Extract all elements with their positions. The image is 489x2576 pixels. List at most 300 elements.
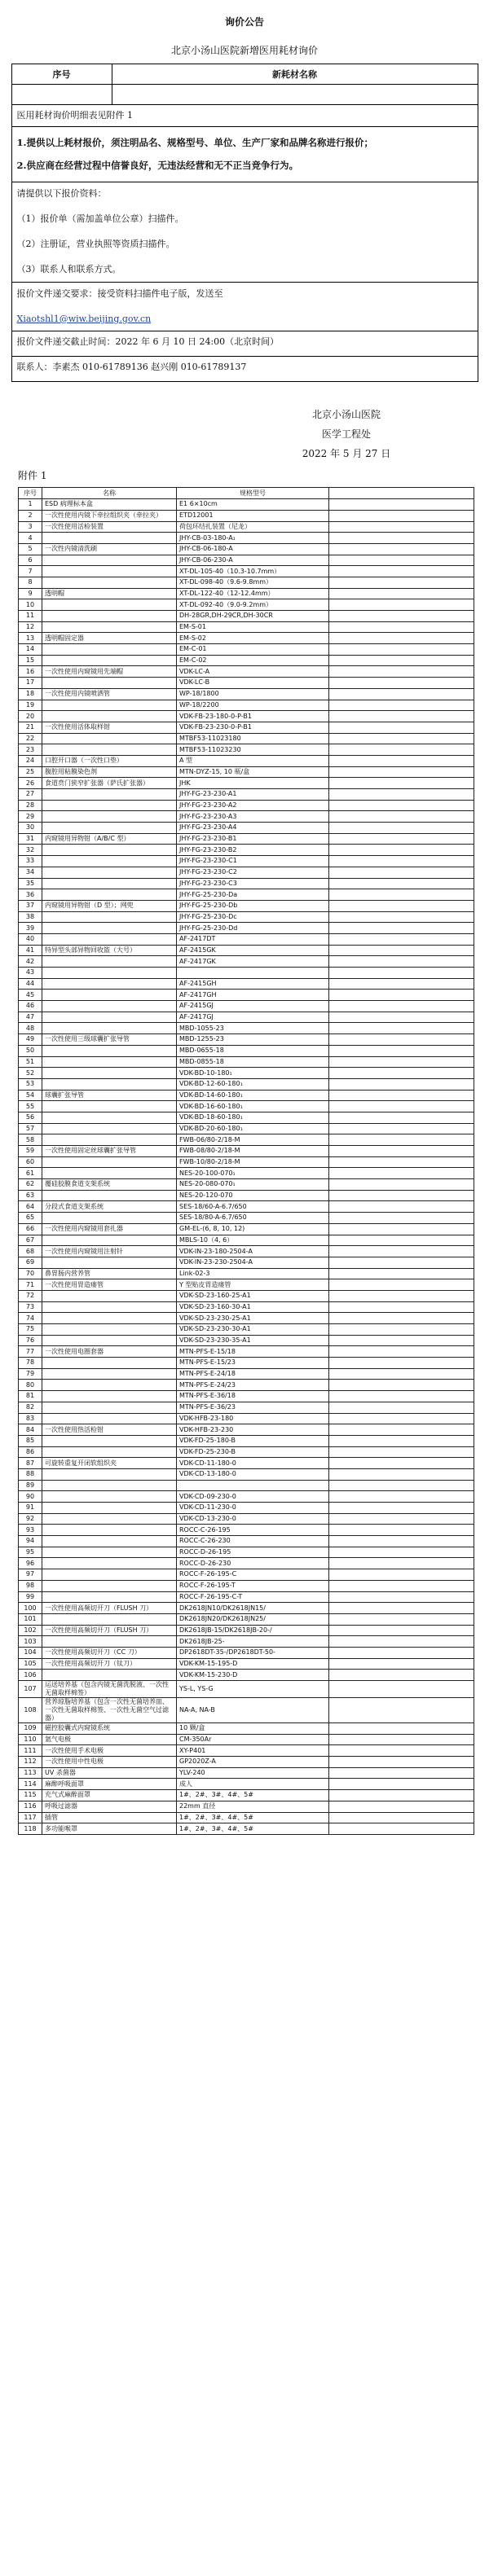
table-row xyxy=(19,1068,474,1079)
table-row xyxy=(19,1335,474,1346)
item-name xyxy=(42,1513,177,1525)
row-number: 80 xyxy=(19,1380,42,1391)
table-row xyxy=(19,1647,474,1658)
item-spec: GP2020Z-A xyxy=(177,1757,329,1768)
item-name xyxy=(42,1134,177,1146)
table-row xyxy=(19,611,474,622)
row-number: 29 xyxy=(19,811,42,823)
notice-form xyxy=(11,64,478,382)
table-row xyxy=(19,1424,474,1436)
submit-method: 报价文件递交要求：接受资料扫描件电子版，发送至 xyxy=(16,287,223,299)
table-row xyxy=(19,1123,474,1134)
row-number: 93 xyxy=(19,1525,42,1536)
table-row xyxy=(19,722,474,733)
table-row xyxy=(19,711,474,722)
item-name: 分段式食道支架系统 xyxy=(42,1201,177,1213)
empty-cell xyxy=(329,1647,474,1658)
table-row xyxy=(19,1558,474,1569)
item-name: 一次性使用胃造瘘管 xyxy=(42,1279,177,1291)
item-spec: FWB-10/80-2/18-M xyxy=(177,1156,329,1168)
table-row xyxy=(19,1146,474,1157)
row-number: 56 xyxy=(19,1112,42,1123)
empty-cell xyxy=(329,990,474,1001)
empty-cell xyxy=(329,577,474,588)
table-row xyxy=(19,1090,474,1101)
item-name: 透明帽固定器 xyxy=(42,633,177,644)
requirement-2: 2.供应商在经营过程中信誉良好，无违法经营和无不正当竞争行为。 xyxy=(16,159,299,171)
empty-cell xyxy=(329,778,474,789)
item-name xyxy=(42,856,177,867)
table-row xyxy=(19,856,474,867)
table-row xyxy=(19,1569,474,1581)
row-number: 64 xyxy=(19,1201,42,1213)
row-number: 86 xyxy=(19,1446,42,1458)
item-spec: A 型 xyxy=(177,755,329,766)
item-name: 一次性使用中性电极 xyxy=(42,1757,177,1768)
item-name: 一次性使用活检装置 xyxy=(42,521,177,533)
empty-cell xyxy=(329,1670,474,1681)
empty-cell xyxy=(329,644,474,656)
table-row xyxy=(19,1468,474,1480)
table-row xyxy=(19,499,474,511)
item-spec: XT-DL-098-40（9.6-9.8mm） xyxy=(177,577,329,588)
empty-cell xyxy=(329,499,474,511)
empty-cell xyxy=(329,510,474,521)
item-name xyxy=(42,1324,177,1336)
empty-cell xyxy=(329,1290,474,1301)
table-row xyxy=(19,789,474,801)
item-name xyxy=(42,1613,177,1625)
empty-cell xyxy=(329,1201,474,1213)
empty-cell xyxy=(329,722,474,733)
table-row xyxy=(19,599,474,611)
table-row xyxy=(19,990,474,1001)
item-name xyxy=(42,700,177,711)
row-number: 12 xyxy=(19,621,42,633)
item-name xyxy=(42,533,177,544)
empty-cell xyxy=(329,1603,474,1614)
attachment-note: 医用耗材询价明细表见附件 1 xyxy=(11,105,478,127)
item-name xyxy=(42,1380,177,1391)
item-spec: VDK-SD-23-160-25-A1 xyxy=(177,1290,329,1301)
item-spec: AF-2417GH xyxy=(177,990,329,1001)
item-spec: 成人 xyxy=(177,1779,329,1790)
empty-cell xyxy=(329,1246,474,1257)
item-name xyxy=(42,990,177,1001)
row-number: 102 xyxy=(19,1625,42,1636)
row-number: 30 xyxy=(19,823,42,834)
item-name xyxy=(42,1503,177,1514)
empty-cell xyxy=(329,533,474,544)
row-number: 110 xyxy=(19,1734,42,1745)
row-number: 17 xyxy=(19,678,42,689)
empty-cell xyxy=(329,655,474,666)
item-spec: NA-A, NA-B xyxy=(177,1698,329,1723)
item-name: 腹腔用粘膜染色剂 xyxy=(42,766,177,778)
table-row xyxy=(19,1580,474,1591)
item-spec: ETD12001 xyxy=(177,510,329,521)
empty-cell xyxy=(329,1034,474,1046)
empty-cell xyxy=(329,521,474,533)
row-number: 34 xyxy=(19,867,42,878)
item-spec: MBD-1055-23 xyxy=(177,1023,329,1034)
item-spec: MTN-PFS-E-15/18 xyxy=(177,1346,329,1358)
item-spec: MTN-PFS-E-36/18 xyxy=(177,1391,329,1402)
item-spec: JHY-FG-23-230-A3 xyxy=(177,811,329,823)
table-row xyxy=(19,1513,474,1525)
items-body xyxy=(19,499,474,1835)
item-spec: FWB-08/80-2/18-M xyxy=(177,1146,329,1157)
empty-cell xyxy=(329,1146,474,1157)
table-row xyxy=(19,1779,474,1790)
item-name: 一次性使用内窥镜用注射针 xyxy=(42,1246,177,1257)
empty-cell xyxy=(329,588,474,599)
item-spec: JHY-FG-25-230-Dd xyxy=(177,923,329,934)
empty-cell xyxy=(329,933,474,945)
item-name: 可旋转重复开闭软组织夹 xyxy=(42,1458,177,1469)
row-number: 71 xyxy=(19,1279,42,1291)
item-spec: JHY-FG-23-230-A1 xyxy=(177,789,329,801)
item-spec: WP-18/2200 xyxy=(177,700,329,711)
items-head-empty xyxy=(329,488,474,499)
table-row xyxy=(19,744,474,756)
item-spec: VDK-HFB-23-180 xyxy=(177,1413,329,1424)
table-row xyxy=(19,1235,474,1246)
item-spec: VDK-IN-23-230-2504-A xyxy=(177,1257,329,1268)
row-number: 117 xyxy=(19,1812,42,1823)
item-name xyxy=(42,1045,177,1056)
row-number: 23 xyxy=(19,744,42,756)
row-number: 82 xyxy=(19,1402,42,1413)
item-name xyxy=(42,577,177,588)
row-number: 27 xyxy=(19,789,42,801)
table-row xyxy=(19,1313,474,1324)
item-spec: XY-P401 xyxy=(177,1745,329,1757)
item-name xyxy=(42,1435,177,1446)
row-number: 91 xyxy=(19,1503,42,1514)
item-spec: 10 颗/盒 xyxy=(177,1723,329,1735)
row-number: 13 xyxy=(19,633,42,644)
empty-cell xyxy=(329,1313,474,1324)
row-number: 22 xyxy=(19,733,42,744)
item-name xyxy=(42,956,177,968)
empty-cell xyxy=(329,1168,474,1179)
empty-cell xyxy=(329,1001,474,1012)
table-row xyxy=(19,867,474,878)
table-row xyxy=(19,1591,474,1603)
items-head-spec: 规格型号 xyxy=(177,488,329,499)
empty-cell xyxy=(329,1301,474,1313)
item-name: UV 杀菌器 xyxy=(42,1767,177,1779)
empty-cell xyxy=(329,1745,474,1757)
item-spec: ROCC-D-26-230 xyxy=(177,1558,329,1569)
empty-cell xyxy=(329,1525,474,1536)
table-row xyxy=(19,968,474,979)
item-spec: DH-28GR,DH-29CR,DH-30CR xyxy=(177,611,329,622)
materials-intro: 请提供以下报价资料： xyxy=(16,188,107,200)
item-spec: VDK-FD-25-230-B xyxy=(177,1446,329,1458)
table-row xyxy=(19,766,474,778)
table-row xyxy=(19,1034,474,1046)
item-name xyxy=(42,566,177,577)
item-name xyxy=(42,1056,177,1068)
item-spec: SES-18/80-A-6.7/650 xyxy=(177,1213,329,1224)
form-empty-cell xyxy=(11,85,112,105)
item-name xyxy=(42,655,177,666)
table-row xyxy=(19,1112,474,1123)
item-spec: ROCC-C-26-195 xyxy=(177,1525,329,1536)
table-row xyxy=(19,678,474,689)
empty-cell xyxy=(329,1613,474,1625)
empty-cell xyxy=(329,878,474,889)
table-row xyxy=(19,1670,474,1681)
empty-cell xyxy=(329,1734,474,1745)
item-name xyxy=(42,1558,177,1569)
item-name xyxy=(42,1156,177,1168)
item-spec: VDK-SD-23-230-35-A1 xyxy=(177,1335,329,1346)
empty-cell xyxy=(329,599,474,611)
item-name xyxy=(42,1301,177,1313)
item-name: 一次性使用内窥镜用套扎器 xyxy=(42,1223,177,1235)
item-spec: JHK xyxy=(177,778,329,789)
table-row xyxy=(19,533,474,544)
empty-cell xyxy=(329,1023,474,1034)
item-name xyxy=(42,1078,177,1090)
item-spec: MBD-1255-23 xyxy=(177,1034,329,1046)
empty-cell xyxy=(329,911,474,923)
empty-cell xyxy=(329,1368,474,1380)
item-spec: ROCC-D-26-195 xyxy=(177,1547,329,1558)
item-name xyxy=(42,1402,177,1413)
table-row xyxy=(19,543,474,555)
item-spec: EM-C-02 xyxy=(177,655,329,666)
table-row xyxy=(19,588,474,599)
table-row xyxy=(19,1023,474,1034)
row-number: 70 xyxy=(19,1268,42,1279)
row-number: 88 xyxy=(19,1468,42,1480)
empty-cell xyxy=(329,1078,474,1090)
item-name xyxy=(42,889,177,901)
form-col-no: 序号 xyxy=(11,64,112,85)
table-row xyxy=(19,923,474,934)
item-name xyxy=(42,1491,177,1503)
empty-cell xyxy=(329,633,474,644)
item-name: 一次性内镜清洗刷 xyxy=(42,543,177,555)
empty-cell xyxy=(329,800,474,811)
table-row xyxy=(19,655,474,666)
empty-cell xyxy=(329,1223,474,1235)
empty-cell xyxy=(329,1179,474,1191)
item-spec: AF-2415GH xyxy=(177,978,329,990)
table-row xyxy=(19,1290,474,1301)
signature-org: 北京小汤山医院 xyxy=(311,409,381,421)
item-name xyxy=(42,811,177,823)
table-row xyxy=(19,566,474,577)
table-row xyxy=(19,1358,474,1369)
empty-cell xyxy=(329,1446,474,1458)
item-name xyxy=(42,555,177,566)
empty-cell xyxy=(329,755,474,766)
item-name xyxy=(42,1012,177,1023)
table-row xyxy=(19,1823,474,1835)
item-spec: AF-2417GK xyxy=(177,956,329,968)
item-spec: VDK-SD-23-230-30-A1 xyxy=(177,1324,329,1336)
row-number: 111 xyxy=(19,1745,42,1757)
table-row xyxy=(19,1603,474,1614)
item-name xyxy=(42,733,177,744)
table-row xyxy=(19,911,474,923)
row-number: 32 xyxy=(19,845,42,856)
item-name: 食道贲门狭窄扩张器（萨氏扩张器） xyxy=(42,778,177,789)
empty-cell xyxy=(329,867,474,878)
table-row xyxy=(19,1681,474,1698)
item-name: 一次性使用活体取样钳 xyxy=(42,722,177,733)
empty-cell xyxy=(329,543,474,555)
requirement-1: 1.提供以上耗材报价，须注明品名、规格型号、单位、生产厂家和品牌名称进行报价； xyxy=(16,137,374,148)
row-number: 47 xyxy=(19,1012,42,1023)
empty-cell xyxy=(329,900,474,911)
row-number: 33 xyxy=(19,856,42,867)
notice-title: 询价公告 xyxy=(224,16,264,28)
item-spec: DK2618JN10/DK2618JN15/ xyxy=(177,1603,329,1614)
row-number: 21 xyxy=(19,722,42,733)
item-name xyxy=(42,1368,177,1380)
row-number: 92 xyxy=(19,1513,42,1525)
empty-cell xyxy=(329,1056,474,1068)
empty-cell xyxy=(329,1346,474,1358)
row-number: 5 xyxy=(19,543,42,555)
row-number: 63 xyxy=(19,1190,42,1201)
notice-subtitle: 北京小汤山医院新增医用耗材询价 xyxy=(170,45,318,56)
table-row xyxy=(19,1734,474,1745)
email-link[interactable]: Xiaotshl1@wiw.beijing.gov.cn xyxy=(16,313,152,324)
row-number: 69 xyxy=(19,1257,42,1268)
empty-cell xyxy=(329,1358,474,1369)
table-row xyxy=(19,633,474,644)
row-number: 14 xyxy=(19,644,42,656)
item-name xyxy=(42,1313,177,1324)
item-name xyxy=(42,1591,177,1603)
table-row xyxy=(19,978,474,990)
item-spec: AF-2417DT xyxy=(177,933,329,945)
row-number: 7 xyxy=(19,566,42,577)
table-row xyxy=(19,1078,474,1090)
item-spec: VDK-KM-15-230-D xyxy=(177,1670,329,1681)
item-spec: ROCC-F-26-195-T xyxy=(177,1580,329,1591)
empty-cell xyxy=(329,678,474,689)
row-number: 85 xyxy=(19,1435,42,1446)
table-row xyxy=(19,1402,474,1413)
item-name: 内窥镜用异物钳（D 型）；网兜 xyxy=(42,900,177,911)
item-spec: VDK-BD-20-60-180₁ xyxy=(177,1123,329,1134)
item-spec: XT-DL-105-40（10.3-10.7mm） xyxy=(177,566,329,577)
empty-cell xyxy=(329,1190,474,1201)
empty-cell xyxy=(329,1068,474,1079)
item-name xyxy=(42,1636,177,1648)
item-name xyxy=(42,1446,177,1458)
table-row xyxy=(19,577,474,588)
item-spec: 荷包环结扎装置（尼龙） xyxy=(177,521,329,533)
item-name xyxy=(42,644,177,656)
table-row xyxy=(19,1503,474,1514)
item-spec: MTBF53-11023180 xyxy=(177,733,329,744)
row-number: 74 xyxy=(19,1313,42,1324)
item-name xyxy=(42,621,177,633)
table-row xyxy=(19,1458,474,1469)
items-head-no: 序号 xyxy=(19,488,42,499)
row-number: 79 xyxy=(19,1368,42,1380)
row-number: 42 xyxy=(19,956,42,968)
item-spec: NES-20-120-070 xyxy=(177,1190,329,1201)
row-number: 19 xyxy=(19,700,42,711)
items-table xyxy=(18,487,474,1834)
empty-cell xyxy=(329,811,474,823)
empty-cell xyxy=(329,1480,474,1491)
table-row xyxy=(19,1179,474,1191)
empty-cell xyxy=(329,688,474,700)
empty-cell xyxy=(329,923,474,934)
item-spec: VDK-CD-13-180-0 xyxy=(177,1468,329,1480)
contact: 联系人：李素杰 010-61789136 赵兴刚 010-61789137 xyxy=(11,357,478,382)
item-spec: MBD-0655-18 xyxy=(177,1045,329,1056)
table-row xyxy=(19,1156,474,1168)
items-head-name: 名称 xyxy=(42,488,177,499)
item-spec: MTN-PFS-E-24/18 xyxy=(177,1368,329,1380)
item-spec: DK2618JN20/DK2618JN25/ xyxy=(177,1613,329,1625)
item-name: 一次性使用内窥镜用先端帽 xyxy=(42,666,177,678)
item-name xyxy=(42,1358,177,1369)
table-row xyxy=(19,1012,474,1023)
row-number: 106 xyxy=(19,1670,42,1681)
row-number: 1 xyxy=(19,499,42,511)
table-row xyxy=(19,521,474,533)
empty-cell xyxy=(329,666,474,678)
item-name: 多功能喉罩 xyxy=(42,1823,177,1835)
empty-cell xyxy=(329,1156,474,1168)
row-number: 84 xyxy=(19,1424,42,1436)
item-name: 一次性使用高频切开刀（FLUSH 刀） xyxy=(42,1625,177,1636)
item-name xyxy=(42,744,177,756)
row-number: 76 xyxy=(19,1335,42,1346)
table-row xyxy=(19,1745,474,1757)
material-2: （2）注册证，营业执照等资质扫描件。 xyxy=(16,238,175,249)
item-spec: VDK-FB-23-180-0-P-B1 xyxy=(177,711,329,722)
table-row xyxy=(19,1636,474,1648)
item-name xyxy=(42,933,177,945)
item-spec: ROCC-F-26-195-C-T xyxy=(177,1591,329,1603)
item-spec xyxy=(177,968,329,979)
row-number: 95 xyxy=(19,1547,42,1558)
item-spec: VDK-FB-23-230-0-P-B1 xyxy=(177,722,329,733)
empty-cell xyxy=(329,1547,474,1558)
empty-cell xyxy=(329,1112,474,1123)
item-name xyxy=(42,1101,177,1112)
empty-cell xyxy=(329,1380,474,1391)
empty-cell xyxy=(329,1723,474,1735)
item-spec: JHY-CB-03-180-A₁ xyxy=(177,533,329,544)
item-name: 覆硅胶膜食道支架系统 xyxy=(42,1179,177,1191)
row-number: 20 xyxy=(19,711,42,722)
row-number: 57 xyxy=(19,1123,42,1134)
item-spec: ROCC-C-26-230 xyxy=(177,1536,329,1547)
table-row xyxy=(19,1346,474,1358)
item-name xyxy=(42,800,177,811)
empty-cell xyxy=(329,956,474,968)
item-spec: MTN-PFS-E-15/23 xyxy=(177,1358,329,1369)
empty-cell xyxy=(329,766,474,778)
item-spec: ROCC-F-26-195-C xyxy=(177,1569,329,1581)
table-row xyxy=(19,1257,474,1268)
